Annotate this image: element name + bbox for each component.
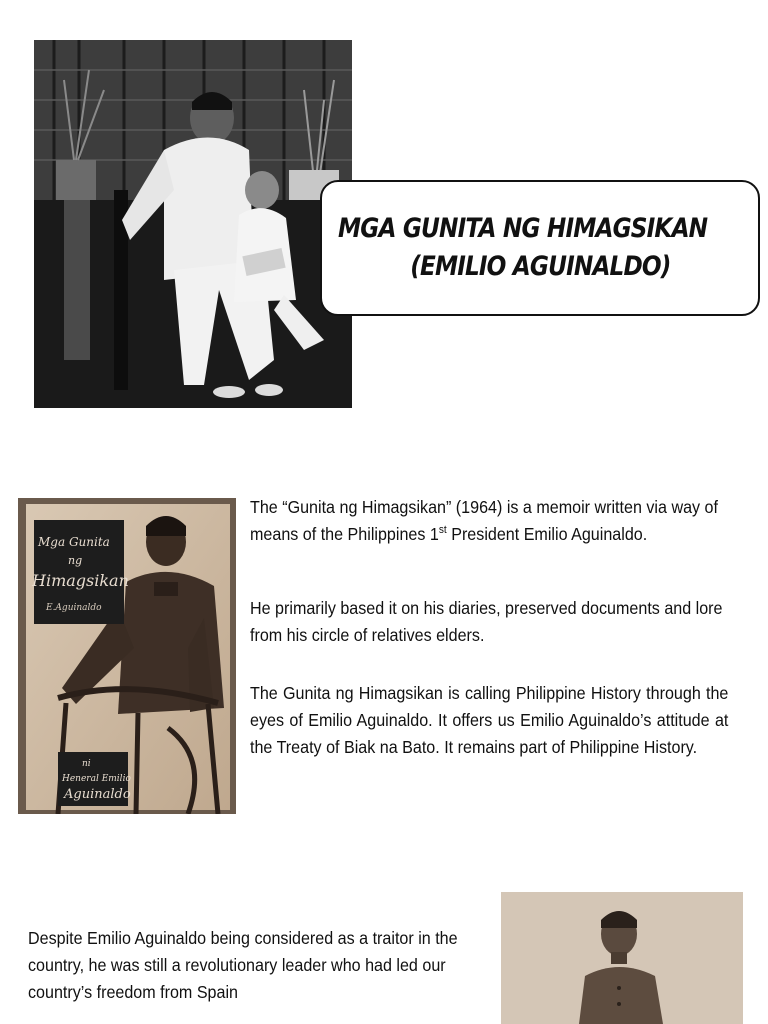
- book-title-line-1: Mga Gunita: [38, 535, 110, 549]
- book-author-line-2: Aguinaldo: [64, 787, 131, 802]
- book-title-line-2: ng: [68, 554, 83, 567]
- sources-paragraph: He primarily based it on his diaries, preserved documents and lore from his circle of relatives elders.: [250, 598, 723, 645]
- intro-paragraph: [250, 494, 728, 548]
- book-title-line-3: Himagsikan: [32, 571, 129, 590]
- aguinaldo-family-photo: [34, 40, 352, 408]
- intro-paragraph-part-2: President Emilio Aguinaldo.: [446, 524, 648, 544]
- aguinaldo-portrait-photo: [501, 892, 743, 1024]
- title-callout: [320, 180, 760, 316]
- book-cover-image: [18, 498, 236, 814]
- book-author-prefix: ni: [82, 759, 91, 769]
- ordinal-superscript: st: [438, 524, 447, 537]
- title-line-1: MGA GUNITA NG HIMAGSIKAN: [338, 213, 708, 244]
- title-line-2: (EMILIO AGUINALDO): [409, 251, 671, 282]
- book-signature: E.Aguinaldo: [46, 603, 102, 613]
- intro-paragraph-part-1: The “Gunita ng Himagsikan” (1964) is a memoir written via way of means of the Philippines 1: [250, 497, 718, 544]
- perspective-paragraph: The Gunita ng Himagsikan is calling Philippine History through the eyes of Emilio Aguinaldo. It offers us Emilio Aguinaldo’s attitude at the Treaty of Biak na Bato. It remains part of Philippine History.: [250, 683, 729, 757]
- book-author-line-1: Heneral Emilio: [62, 774, 131, 784]
- legacy-paragraph: Despite Emilio Aguinaldo being considered as a traitor in the country, he was still a revolutionary leader who had led our country’s freedom from Spain: [28, 928, 458, 1002]
